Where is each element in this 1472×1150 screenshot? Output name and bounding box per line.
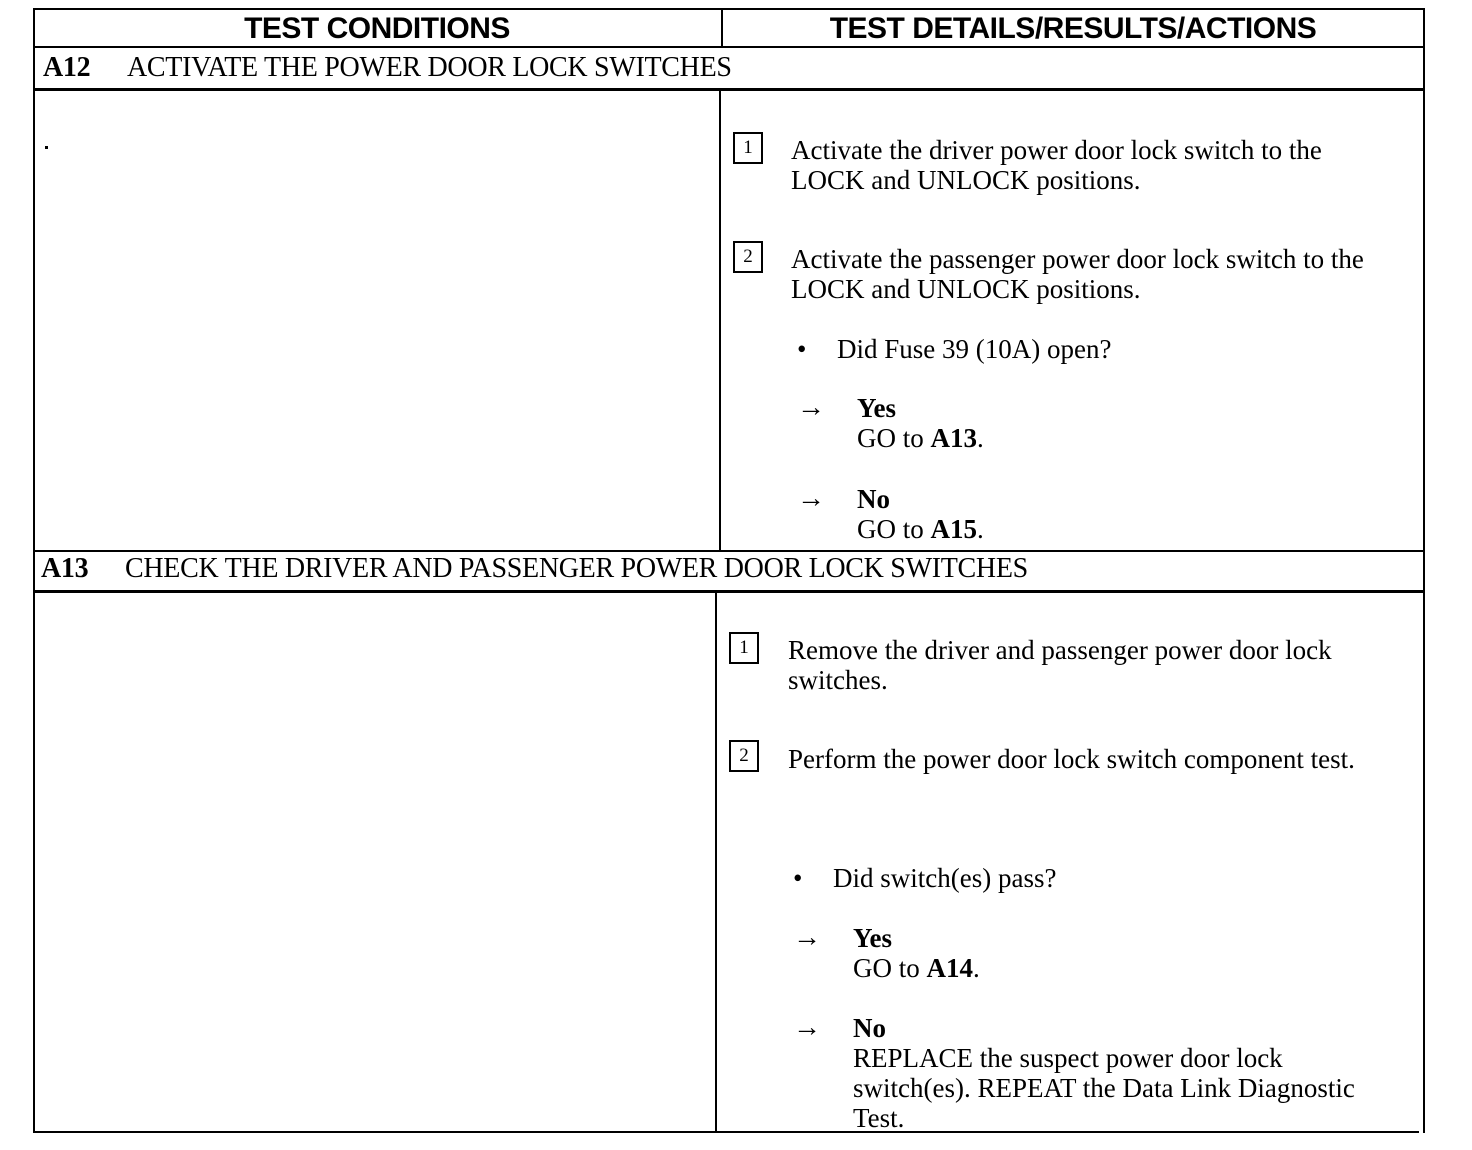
right-arrow-icon: → (793, 922, 821, 953)
a13-question (793, 863, 1056, 893)
section-divider (33, 550, 1425, 552)
header-divider (33, 46, 1425, 48)
a12-title-divider (33, 88, 1425, 91)
header-test-details: TEST DETAILS/RESULTS/ACTIONS (829, 12, 1317, 45)
table-border-left (33, 8, 35, 1133)
a12-yes-label: Yes (857, 393, 896, 423)
a13-no-action: REPLACE the suspect power door lock switch(es). REPEAT the Data Link Diagnostic Test. (853, 1043, 1355, 1133)
a12-code: A12 (43, 52, 91, 83)
stray-mark (45, 146, 48, 149)
a12-step-2-text: Activate the passenger power door lock switch to the LOCK and UNLOCK positions. (791, 244, 1364, 304)
a13-step-1-number: 1 (729, 632, 759, 664)
a12-step-1-number: 1 (733, 132, 763, 164)
table-border-top (33, 8, 1425, 10)
a13-step-2-number: 2 (729, 740, 759, 772)
a12-question (797, 334, 1111, 364)
bullet-icon: • (793, 863, 803, 893)
a13-outcome-yes (853, 923, 1373, 983)
a12-no-prefix: GO to (857, 514, 931, 544)
a12-no-target: A15 (930, 514, 977, 544)
a13-yes-suffix: . (973, 953, 980, 983)
a13-no-label: No (853, 1013, 886, 1043)
column-divider-a12 (719, 90, 721, 550)
bullet-icon: • (797, 334, 807, 364)
a12-step-2-number: 2 (733, 241, 763, 273)
a12-title: ACTIVATE THE POWER DOOR LOCK SWITCHES (127, 52, 732, 83)
a12-outcome-yes (857, 393, 1357, 453)
a12-yes-prefix: GO to (857, 423, 931, 453)
a12-step-1-text: Activate the driver power door lock switch to the LOCK and UNLOCK positions. (791, 135, 1322, 195)
a13-step-1-text: Remove the driver and passenger power door lock switches. (788, 635, 1332, 695)
a13-outcome-no (853, 1013, 1363, 1133)
a12-yes-suffix: . (977, 423, 984, 453)
right-arrow-icon: → (797, 483, 825, 514)
a13-section-title (41, 553, 1028, 585)
column-divider-a13 (715, 592, 717, 1133)
a13-yes-target: A14 (926, 953, 973, 983)
a13-title-divider (33, 590, 1425, 593)
right-arrow-icon: → (793, 1012, 821, 1043)
a12-no-suffix: . (977, 514, 984, 544)
a12-question-text: Did Fuse 39 (10A) open? (837, 334, 1112, 364)
a13-step-2-text: Perform the power door lock switch component test. (788, 744, 1355, 774)
a12-yes-target: A13 (930, 423, 977, 453)
diagnostic-table (33, 8, 1425, 1133)
a13-title: CHECK THE DRIVER AND PASSENGER POWER DOOR LOCK SWITCHES (125, 553, 1028, 584)
a13-yes-label: Yes (853, 923, 892, 953)
a13-code: A13 (41, 553, 89, 584)
header-test-conditions: TEST CONDITIONS (244, 12, 510, 45)
a13-yes-prefix: GO to (853, 953, 927, 983)
a12-outcome-no (857, 484, 1357, 544)
table-border-right (1423, 8, 1425, 1133)
right-arrow-icon: → (797, 392, 825, 423)
a12-section-title (43, 52, 732, 84)
a13-question-text: Did switch(es) pass? (833, 863, 1057, 893)
a12-no-label: No (857, 484, 890, 514)
